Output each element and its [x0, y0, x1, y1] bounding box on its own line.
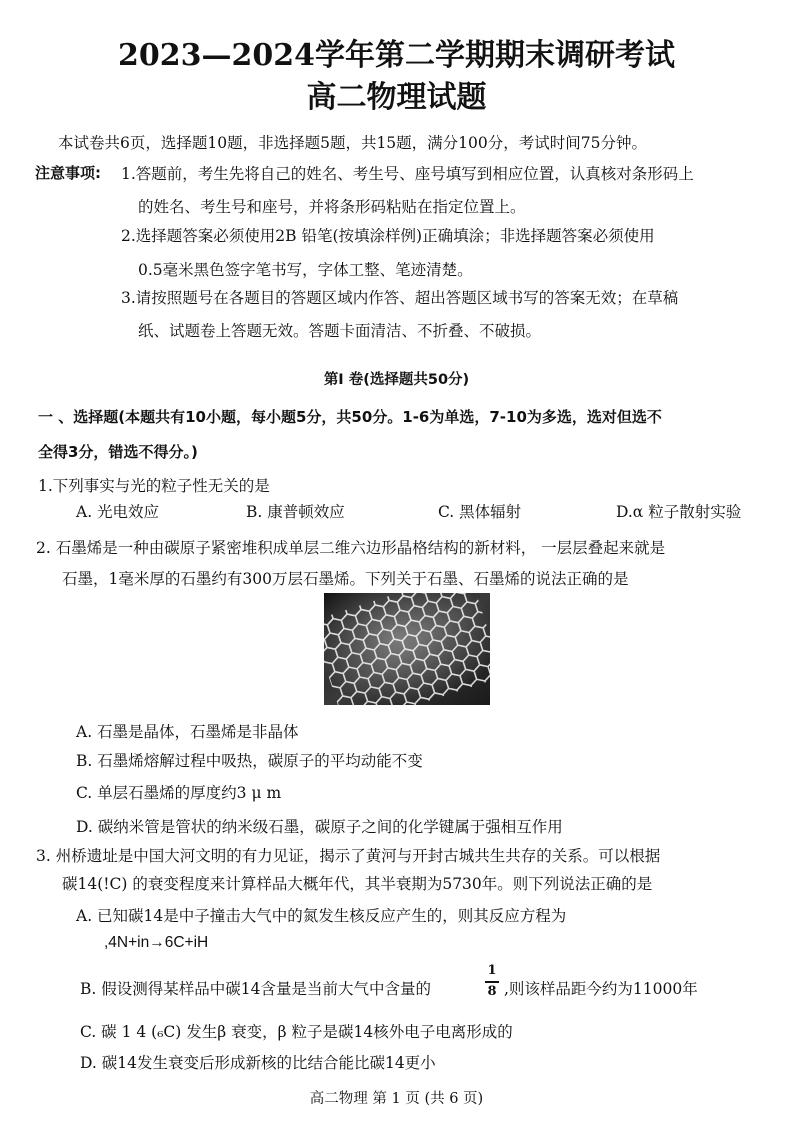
q2-option-b: B. 石墨烯熔解过程中吸热，碳原子的平均动能不变: [76, 752, 423, 770]
question-2-stem: 2. 石墨烯是一种由碳原子紧密堆积成单层二维六边形晶格结构的新材料， 一层层叠起来就是: [36, 539, 666, 557]
question-3-stem-cont: 碳14(!C) 的衰变程度来计算样品大概年代，其半衰期为5730年。则下列说法正确的是: [62, 875, 653, 893]
q3-option-d: D. 碳14发生衰变后形成新核的比结合能比碳14更小: [80, 1054, 436, 1072]
note-line: 的姓名、考生号和座号，并将条形码粘贴在指定位置上。: [138, 198, 526, 216]
q2-option-a: A. 石墨是晶体，石墨烯是非晶体: [76, 723, 299, 741]
exam-intro: 本试卷共6页，选择题10题，非选择题5题，共15题，满分100分，考试时间75分钟。: [58, 134, 647, 152]
q3-option-a: A. 已知碳14是中子撞击大气中的氮发生核反应产生的，则其反应方程为: [76, 907, 567, 925]
q2-option-c: C. 单层石墨烯的厚度约3 μ m: [76, 784, 282, 802]
graphene-lattice-image: [324, 593, 490, 705]
q2-option-d: D. 碳纳米管是管状的纳米级石墨，碳原子之间的化学键属于强相互作用: [76, 818, 563, 836]
exam-title: 2023—2024学年第二学期期末调研考试: [118, 38, 675, 73]
note-line: 3.请按照题号在各题目的答题区域内作答、超出答题区域书写的答案无效；在草稿: [121, 289, 679, 307]
section-heading-cont: 全得3分，错选不得分。): [38, 443, 198, 461]
fraction-bar: [485, 981, 499, 983]
fraction-denominator: 8: [487, 984, 497, 999]
q3-option-b-cont: ,则该样品距今约为11000年: [504, 980, 698, 998]
exam-subtitle: 高二物理试题: [306, 80, 487, 115]
q3-option-a-equation: ,4N+in→6C+iH: [104, 934, 209, 951]
notes-label: 注意事项:: [35, 164, 101, 182]
note-line: 2.选择题答案必须使用2B 铅笔(按填涂样例)正确填涂；非选择题答案必须使用: [121, 227, 655, 245]
page-footer: 高二物理 第 1 页 (共 6 页): [309, 1091, 484, 1107]
q1-option-a: A. 光电效应: [76, 503, 160, 521]
fraction-numerator: 1: [487, 963, 497, 978]
volume-title: 第I 卷(选择题共50分): [323, 372, 470, 388]
q3-option-c: C. 碳 1 4 (₆C) 发生β 衰变，β 粒子是碳14核外电子电离形成的: [80, 1023, 513, 1041]
note-line: 0.5毫米黑色签字笔书写，字体工整、笔迹清楚。: [138, 261, 473, 279]
q1-option-d: D.α 粒子散射实验: [616, 503, 742, 521]
section-heading: 一 、选择题(本题共有10小题，每小题5分，共50分。1-6为单选，7-10为多选，选对但选不: [38, 408, 662, 426]
question-1-stem: 1.下列事实与光的粒子性无关的是: [38, 477, 270, 495]
note-line: 纸、试题卷上答题无效。答题卡面清洁、不折叠、不破损。: [138, 322, 542, 340]
note-line: 1.答题前，考生先将自己的姓名、考生号、座号填写到相应位置，认真核对条形码上: [121, 165, 694, 183]
q3-option-b: B. 假设测得某样品中碳14含量是当前大气中含量的: [80, 980, 431, 998]
question-3-stem: 3. 州桥遗址是中国大河文明的有力见证，揭示了黄河与开封古城共生共存的关系。可以根据: [36, 847, 661, 865]
q1-option-c: C. 黑体辐射: [438, 503, 522, 521]
q1-option-b: B. 康普顿效应: [246, 503, 345, 521]
question-2-stem-cont: 石墨，1毫米厚的石墨约有300万层石墨烯。下列关于石墨、石墨烯的说法正确的是: [62, 570, 629, 588]
